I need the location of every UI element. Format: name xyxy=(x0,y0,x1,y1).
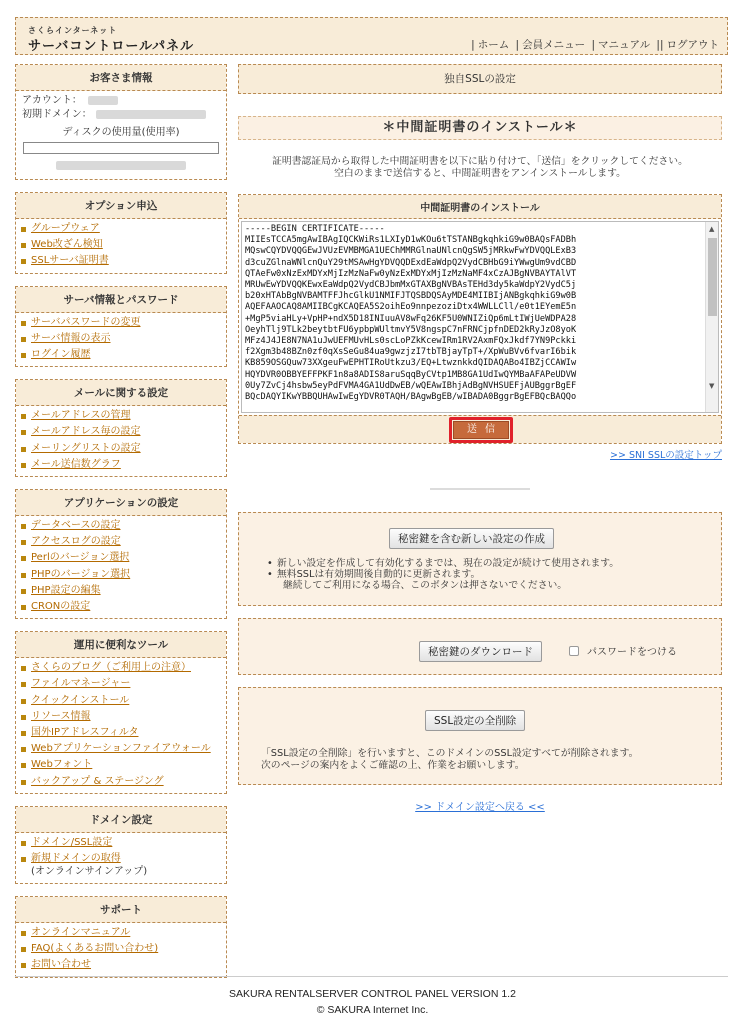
list-item xyxy=(21,518,221,534)
link-faq[interactable]: FAQ(よくあるお問い合わせ) xyxy=(31,943,159,955)
domain-box xyxy=(15,806,227,884)
link-sakura-blog[interactable]: さくらのブログ（ご利用上の注意） xyxy=(31,662,191,674)
customer-info-box xyxy=(15,64,227,180)
nav-home[interactable]: ホーム xyxy=(477,39,510,51)
footer xyxy=(0,986,745,1018)
sni-ssl-top-link-wrap xyxy=(238,447,722,461)
list-item xyxy=(21,331,221,347)
link-web-tamper-detect[interactable]: Web改ざん検知 xyxy=(31,239,103,251)
password-option[interactable] xyxy=(569,643,677,658)
list-item xyxy=(21,835,221,851)
app-title: アプリケーションの設定 xyxy=(16,490,226,516)
link-server-password[interactable]: サーバパスワードの変更 xyxy=(31,316,141,328)
list-item xyxy=(21,424,221,440)
list-item xyxy=(21,599,221,615)
options-title: オプション申込 xyxy=(16,193,226,219)
customer-info-title: お客さま情報 xyxy=(16,65,226,91)
mail-box xyxy=(15,379,227,477)
tools-title: 運用に便利なツール xyxy=(16,632,226,658)
list-item xyxy=(21,441,221,457)
list-item xyxy=(21,757,221,773)
link-web-font[interactable]: Webフォント xyxy=(31,759,93,771)
list-item xyxy=(21,221,221,237)
list-item xyxy=(21,457,221,473)
page-title: 独自SSLの設定 xyxy=(238,64,722,94)
domain-label: 初期ドメイン： xyxy=(22,109,92,120)
link-cron[interactable]: CRONの設定 xyxy=(31,601,91,613)
link-backup-staging[interactable]: バックアップ & ステージング xyxy=(31,775,164,787)
divider xyxy=(430,488,530,490)
sni-ssl-top-link[interactable]: >> SNI SSLの設定トップ xyxy=(610,450,722,461)
link-mailing-list[interactable]: メーリングリストの設定 xyxy=(31,442,141,454)
disk-usage-value-blurred xyxy=(56,161,186,170)
link-new-domain[interactable]: 新規ドメインの取得 xyxy=(31,853,121,865)
link-ssl-certificate[interactable]: SSLサーバ証明書 xyxy=(31,255,109,267)
link-domain-ssl[interactable]: ドメイン/SSL設定 xyxy=(31,836,113,848)
delete-all-ssl-button[interactable]: SSL設定の全削除 xyxy=(425,710,525,731)
instructions-line2: 空白のままで送信すると、中間証明書をアンインストールします。 xyxy=(334,168,626,179)
list-item xyxy=(21,347,221,363)
list-item xyxy=(21,725,221,741)
scroll-up-icon[interactable]: ▲ xyxy=(709,225,715,233)
link-server-info[interactable]: サーバ情報の表示 xyxy=(31,332,111,344)
regen-note-1: • 新しい設定を作成して有効化するまでは、現在の設定が続けて使用されます。 xyxy=(267,558,619,569)
link-online-manual[interactable]: オンラインマニュアル xyxy=(31,927,131,939)
tools-box xyxy=(15,631,227,794)
list-item xyxy=(21,676,221,692)
footer-copyright: © SAKURA Internet Inc. xyxy=(316,1004,429,1016)
support-box xyxy=(15,896,227,978)
logo[interactable] xyxy=(28,25,194,54)
instructions xyxy=(238,156,722,180)
list-item xyxy=(21,253,221,269)
nav-logout[interactable]: ログアウト xyxy=(666,39,719,51)
nav-member-menu[interactable]: 会員メニュー xyxy=(522,39,586,51)
link-perl-version[interactable]: Perlのバージョン選択 xyxy=(31,552,130,564)
link-mail-address-settings[interactable]: メールアドレス毎の設定 xyxy=(31,426,141,438)
list-item xyxy=(21,583,221,599)
domain-value-blurred xyxy=(96,110,206,119)
link-login-history[interactable]: ログイン履歴 xyxy=(31,349,91,361)
disk-usage-bar xyxy=(23,142,219,154)
link-resource-info[interactable]: リソース情報 xyxy=(31,710,91,722)
link-ip-filter[interactable]: 国外IPアドレスフィルタ xyxy=(31,727,139,739)
link-file-manager[interactable]: ファイルマネージャー xyxy=(31,678,131,690)
list-item xyxy=(21,957,221,973)
link-access-log[interactable]: アクセスログの設定 xyxy=(31,536,121,548)
link-mail-address-manage[interactable]: メールアドレスの管理 xyxy=(31,410,131,422)
cert-textarea[interactable] xyxy=(241,221,719,413)
section-heading: ＊中間証明書のインストール＊ xyxy=(238,116,722,140)
list-item xyxy=(21,774,221,790)
top-nav: | ホーム | 会員メニュー | マニュアル || ログアウト xyxy=(471,39,719,51)
header xyxy=(15,17,728,55)
back-link-wrap xyxy=(238,798,722,813)
regen-note-2: • 無料SSLは有効期間後自動的に更新されます。 xyxy=(267,569,619,580)
back-to-domain-settings-link[interactable]: >> ドメイン設定へ戻る << xyxy=(415,802,545,813)
list-item xyxy=(21,315,221,331)
textarea-scrollbar[interactable] xyxy=(705,222,718,412)
delete-note-line1: 「SSL設定の全削除」を行いますと、このドメインのSSL設定すべてが削除されます。 xyxy=(261,748,639,759)
download-box xyxy=(238,618,722,675)
logo-title: サーバコントロールパネル xyxy=(28,39,195,54)
footer-version: SAKURA RENTALSERVER CONTROL PANEL VERSION 1.2 xyxy=(229,988,516,1000)
link-mail-send-graph[interactable]: メール送信数グラフ xyxy=(31,458,121,470)
app-box xyxy=(15,489,227,619)
account-value-blurred xyxy=(88,96,118,105)
password-checkbox-label: パスワードをつける xyxy=(587,647,677,658)
list-item xyxy=(21,237,221,253)
list-item xyxy=(21,941,221,957)
options-box xyxy=(15,192,227,274)
delete-box xyxy=(238,687,722,785)
sidebar xyxy=(15,64,227,990)
footer-divider xyxy=(15,976,728,977)
nav-manual[interactable]: マニュアル xyxy=(597,39,651,51)
list-item xyxy=(21,693,221,709)
mail-title: メールに関する設定 xyxy=(16,380,226,406)
regen-box xyxy=(238,512,722,606)
list-item xyxy=(21,550,221,566)
list-item xyxy=(21,534,221,550)
domain-title: ドメイン設定 xyxy=(16,807,226,833)
list-item xyxy=(21,709,221,725)
list-item xyxy=(21,851,221,880)
regen-note-2-cont: 継続してご利用になる場合、このボタンは押さないでください。 xyxy=(283,580,568,591)
create-new-settings-button[interactable]: 秘密鍵を含む新しい設定の作成 xyxy=(389,528,554,549)
instructions-line1: 証明書認証局から取得した中間証明書を以下に貼り付けて、「送信」をクリックしてください。 xyxy=(272,156,688,167)
link-quick-install[interactable]: クイックインストール xyxy=(31,694,130,706)
list-item xyxy=(21,567,221,583)
list-item xyxy=(21,660,221,676)
new-domain-sub: (オンラインサインアップ) xyxy=(31,866,148,878)
cert-install-box xyxy=(238,194,722,444)
support-title: サポート xyxy=(16,897,226,923)
list-item xyxy=(21,741,221,757)
regen-notes xyxy=(267,558,619,591)
link-waf[interactable]: Webアプリケーションファイアウォール xyxy=(31,743,211,755)
submit-highlight xyxy=(449,417,513,443)
password-checkbox[interactable] xyxy=(569,646,579,656)
download-private-key-button[interactable]: 秘密鍵のダウンロード xyxy=(419,641,542,662)
delete-note xyxy=(261,748,638,771)
list-item xyxy=(21,408,221,424)
logo-company: さくらインターネット xyxy=(28,26,118,35)
link-php-settings[interactable]: PHP設定の編集 xyxy=(31,584,101,596)
server-box xyxy=(15,286,227,368)
list-item xyxy=(21,925,221,941)
submit-row xyxy=(239,415,721,443)
link-groupware[interactable]: グループウェア xyxy=(31,223,100,234)
server-title: サーバ情報とパスワード xyxy=(16,287,226,313)
link-contact[interactable]: お問い合わせ xyxy=(31,959,91,971)
link-php-version[interactable]: PHPのバージョン選択 xyxy=(31,568,131,580)
disk-usage-label: ディスクの使用量(使用率) xyxy=(62,127,180,138)
scroll-thumb[interactable] xyxy=(708,238,717,316)
scroll-down-icon[interactable]: ▼ xyxy=(709,382,715,390)
account-label: アカウント： xyxy=(22,95,82,106)
submit-button[interactable]: 送信 xyxy=(453,421,509,439)
link-database[interactable]: データベースの設定 xyxy=(31,520,121,532)
delete-note-line2: 次のページの案内をよくご確認の上、作業をお願いします。 xyxy=(261,759,525,771)
main-content xyxy=(238,64,722,813)
cert-install-title: 中間証明書のインストール xyxy=(239,195,721,219)
cert-textarea-content[interactable]: -----BEGIN CERTIFICATE----- MIIEsTCCA5mgAwIBAgIQCKWiRs1LXIyD1wKOu6tTSTANBgkqhkiG9w0BAQsFADBh MQswCQYDVQQGEwJVUzEVMBMGA1UEChMMRGlnaUNlcnQgSW5jMRkwFwYDVQQLExB3 d3cuZGlnaWNlcnQuY29tMSAwHgYDVQQDExdEaWdpQ2VydCBHbG9iYWwgUm9vdCBD QTAeFw0xNzExMDYxMjIzMzNaFw0yNzExMDYxMjIzMzNaMF4xCzAJBgNVBAYTAlVT MRUwEwYDVQQKEwxEaWdpQ2VydCBJbmMxGTAXBgNVBAsTEHd3dy5kaWdpY2VydC5j b20xHTAbBgNVBAMTFFJhcGlkU1NMIFJTQSBDQSAyMDE4MIIBIjANBgkqhkiG9w0B AQEFAAOCAQ8AMIIBCgKCAQEA5S2oihEo9nnpezoziDtx4WWLLCll/e0t1EYemE5n +MgP5viaHLy+VpHP+ndX5D18INIuuAV8wFq26KF5U0WNIZiQp6mLtIWjUeWDPA28 OeyhTlj9TLk2beytbtFU6ypbpWUltmvY5V8ngspC7nFRNCjpfnDED2kRyJzO8yoK MFz4J4JE8N7NA1uJwUEFMUvHLs0scLoPZkKcewIRm1RV2AxmFQxJkdf7YN9Pckki f2Xgm3b48BZn0zf0qXsSeGu84ua9gwzjzI7tbTBjayTpT+/XpWuBVv6fvarI6bik KB859OSGQuw73XXgeuFwEPHTIRoUtkzu3/EQ+LtwznkkdQIDAQABo4IBZjCCAWIw HQYDVR0OBBYEFFPKF1n8a8ADIS8aruSqqByCVtp1MB8GA1UdIwQYMBaAFAPeUDVW 0Uy7ZvCj4hsbw5eyPdFVMA4GA1UdDwEB/wQEAwIBhjAdBgNVHSUEFjAUBggrBgEF BQcDAQYIKwYBBQUHAwIwEgYDVR0TAQH/BAgwBgEB/wIBADA0BggrBgEFBQcBAQQo xyxy=(245,224,577,403)
